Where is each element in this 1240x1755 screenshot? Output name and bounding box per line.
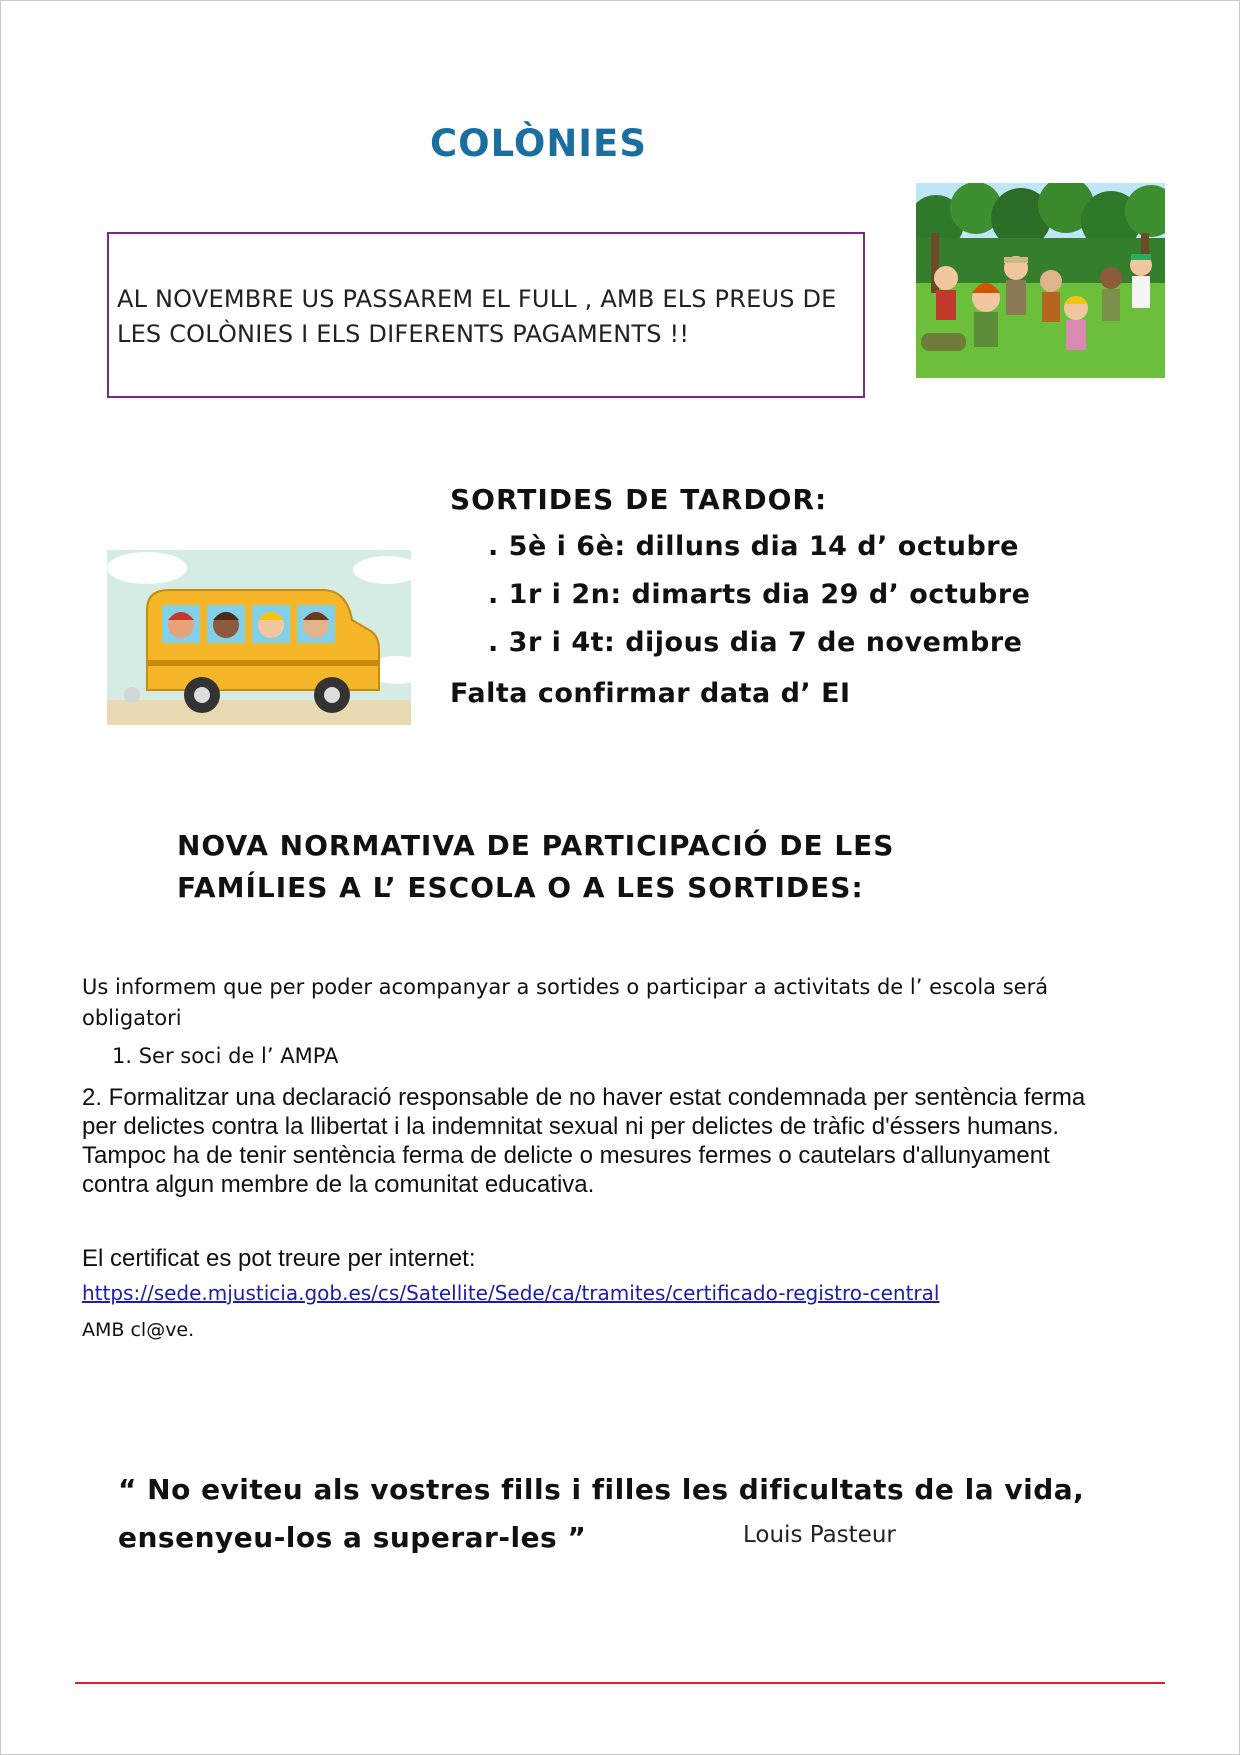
notice-line-2: LES COLÒNIES I ELS DIFERENTS PAGAMENTS !! <box>117 320 690 348</box>
camping-kids-illustration <box>916 183 1165 378</box>
notice-text <box>117 282 877 352</box>
amb-clave-text: AMB cl@ve. <box>82 1319 195 1341</box>
quote-line-2: ensenyeu-los a superar-les ” <box>118 1521 587 1554</box>
quote-line-1: “ No eviteu als vostres fills i filles les dificultats de la vida, <box>118 1473 1085 1506</box>
requirement-item-2: 2. Formalitzar una declaració responsable de no haver estat condemnada per sentència ferma per delictes contra la llibertat i la indemnitat sexual ni per delictes de tràfic d'éssers humans. Tampoc ha de tenir sentència ferma de delicte o mesures fermes o cautelars d'allunyament contra algun membre de la comunitat educativa. <box>82 1084 1086 1198</box>
page-title: COLÒNIES <box>430 122 647 165</box>
sortides-title: SORTIDES DE TARDOR: <box>450 483 828 516</box>
normativa-title-line-2: FAMÍLIES A L’ ESCOLA O A LES SORTIDES: <box>177 871 864 904</box>
certificat-label: El certificat es pot treure per internet: <box>82 1245 476 1272</box>
school-bus-illustration <box>107 550 411 725</box>
normativa-intro: Us informem que per poder acompanyar a sortides o participar a activitats de l’ escola será obligatori <box>82 975 1049 1030</box>
quote-author: Louis Pasteur <box>743 1522 896 1548</box>
normativa-title-line-1: NOVA NORMATIVA DE PARTICIPACIÓ DE LES <box>177 829 895 862</box>
sortides-note: Falta confirmar data d’ EI <box>450 678 851 709</box>
requirement-item-1: 1. Ser soci de l’ AMPA <box>112 1044 339 1068</box>
sortides-item: . 5è i 6è: dilluns dia 14 d’ octubre <box>488 531 1019 562</box>
notice-line-1: AL NOVEMBRE US PASSAREM EL FULL , AMB ELS PREUS DE <box>117 285 837 313</box>
sortides-item: . 3r i 4t: dijous dia 7 de novembre <box>488 627 1023 658</box>
normativa-title <box>177 825 894 909</box>
sortides-item: . 1r i 2n: dimarts dia 29 d’ octubre <box>488 579 1031 610</box>
footer-divider <box>75 1682 1165 1684</box>
quote <box>118 1466 1084 1562</box>
certificat-link[interactable]: https://sede.mjusticia.gob.es/cs/Satellite/Sede/ca/tramites/certificado-registro-central <box>82 1281 940 1305</box>
